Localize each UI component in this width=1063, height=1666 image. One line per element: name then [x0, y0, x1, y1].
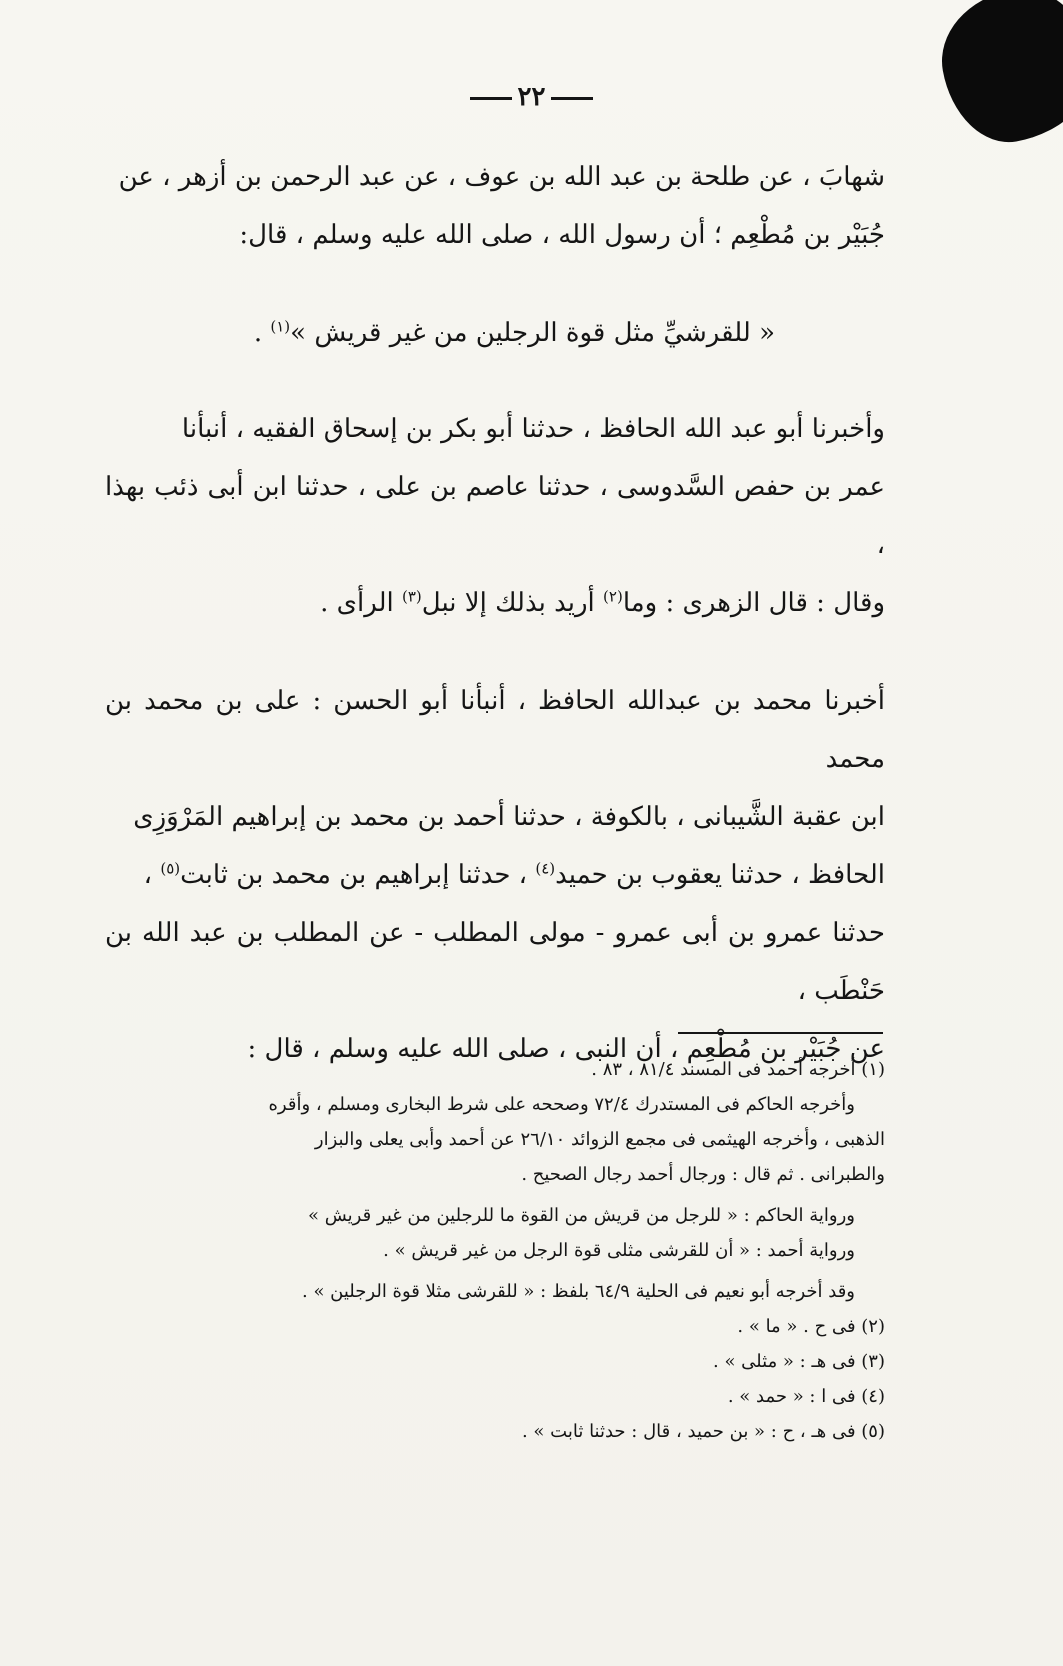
text-line	[105, 846, 885, 904]
page-number	[0, 82, 1063, 112]
text-segment: أريد بذلك إلا نبل	[421, 588, 604, 618]
text-segment: ، حدثنا إبراهيم بن محمد بن ثابت	[180, 860, 536, 890]
text-line: عمر بن حفص السَّدوسى ، حدثنا عاصم بن على ، حدثنا ابن أبى ذئب بهذا ،	[105, 472, 885, 560]
footnote-line: (٣) فى هـ : « مثلى » .	[713, 1351, 885, 1372]
footnote-line: الذهبى ، وأخرجه الهيثمى فى مجمع الزوائد ٢٦/١٠ عن أحمد وأبى يعلى والبزار	[314, 1129, 885, 1150]
footnote-ref-1: (١)	[270, 317, 291, 336]
footnote-line: (٥) فى هـ ، ح : « بن حميد ، قال : حدثنا ثابت » .	[521, 1421, 885, 1442]
text-line: شهابَ ، عن طلحة بن عبد الله بن عوف ، عن عبد الرحمن بن أزهر ، عن	[118, 162, 885, 192]
text-line: جُبَيْر بن مُطْعِم ؛ أن رسول الله ، صلى الله عليه وسلم ، قال:	[239, 220, 885, 250]
paragraph-1	[105, 148, 885, 264]
text-line	[105, 574, 885, 632]
footnote-line: (١) أخرجه أحمد فى المسند ٨١/٤ ، ٨٣ .	[591, 1059, 885, 1080]
footnote-line: وقد أخرجه أبو نعيم فى الحلية ٦٤/٩ بلفظ : « للقرشى مثلا قوة الرجلين » .	[302, 1281, 855, 1302]
hadith-quote	[105, 304, 885, 362]
ink-blot	[931, 0, 1063, 152]
footnote-ref-5: (٥)	[160, 859, 181, 878]
footnote-separator	[678, 1032, 883, 1034]
footnote-line: (٢) فى ح . « ما » .	[737, 1316, 885, 1337]
text-line: حدثنا عمرو بن أبى عمرو - مولى المطلب - عن المطلب بن عبد الله بن حَنْطَب ،	[105, 918, 885, 1006]
footnote-ref-3: (٣)	[401, 587, 422, 606]
text-line: أخبرنا محمد بن عبدالله الحافظ ، أنبأنا أبو الحسن : على بن محمد بن محمد	[105, 686, 885, 774]
quote-end: .	[253, 318, 271, 348]
text-segment: وقال : قال الزهرى : وما	[622, 588, 885, 618]
footnote-line: والطبرانى . ثم قال : ورجال أحمد رجال الصحيح .	[521, 1164, 885, 1185]
footnotes	[100, 1052, 885, 1449]
text-line: عن جُبَيْر بن مُطْعِم ، أن النبى ، صلى الله عليه وسلم ، قال :	[247, 1034, 885, 1064]
footnote-line: ورواية أحمد : « أن للقرشى مثلى قوة الرجل من غير قريش » .	[383, 1240, 855, 1261]
footnote-line: ورواية الحاكم : « للرجل من قريش من القوة ما للرجلين من غير قريش »	[307, 1205, 855, 1226]
text-line: ابن عقبة الشَّيبانى ، بالكوفة ، حدثنا أحمد بن محمد بن إبراهيم المَرْوَزِى	[133, 802, 885, 832]
text-segment: ،	[143, 860, 161, 890]
text-segment: الحافظ ، حدثنا يعقوب بن حميد	[555, 860, 885, 890]
page-number-text: ٢٢	[517, 82, 546, 112]
page-number-dash-right	[551, 97, 593, 100]
footnote-ref-2: (٢)	[603, 587, 623, 606]
footnote-line: وأخرجه الحاكم فى المستدرك ٧٢/٤ وصححه على شرط البخارى ومسلم ، وأقره	[268, 1094, 855, 1115]
page-number-dash-left	[470, 97, 512, 100]
quote-text: « للقرشيِّ مثل قوة الرجلين من غير قريش »	[290, 318, 775, 348]
main-text	[105, 148, 885, 1118]
footnote-line: (٤) فى ا : « حمد » .	[727, 1386, 885, 1407]
footnote-ref-4: (٤)	[535, 859, 556, 878]
paragraph-3	[105, 672, 885, 1078]
text-line: وأخبرنا أبو عبد الله الحافظ ، حدثنا أبو بكر بن إسحاق الفقيه ، أنبأنا	[181, 414, 885, 444]
text-segment: الرأى .	[320, 588, 402, 618]
paragraph-2	[105, 400, 885, 632]
quote-line	[105, 304, 775, 362]
